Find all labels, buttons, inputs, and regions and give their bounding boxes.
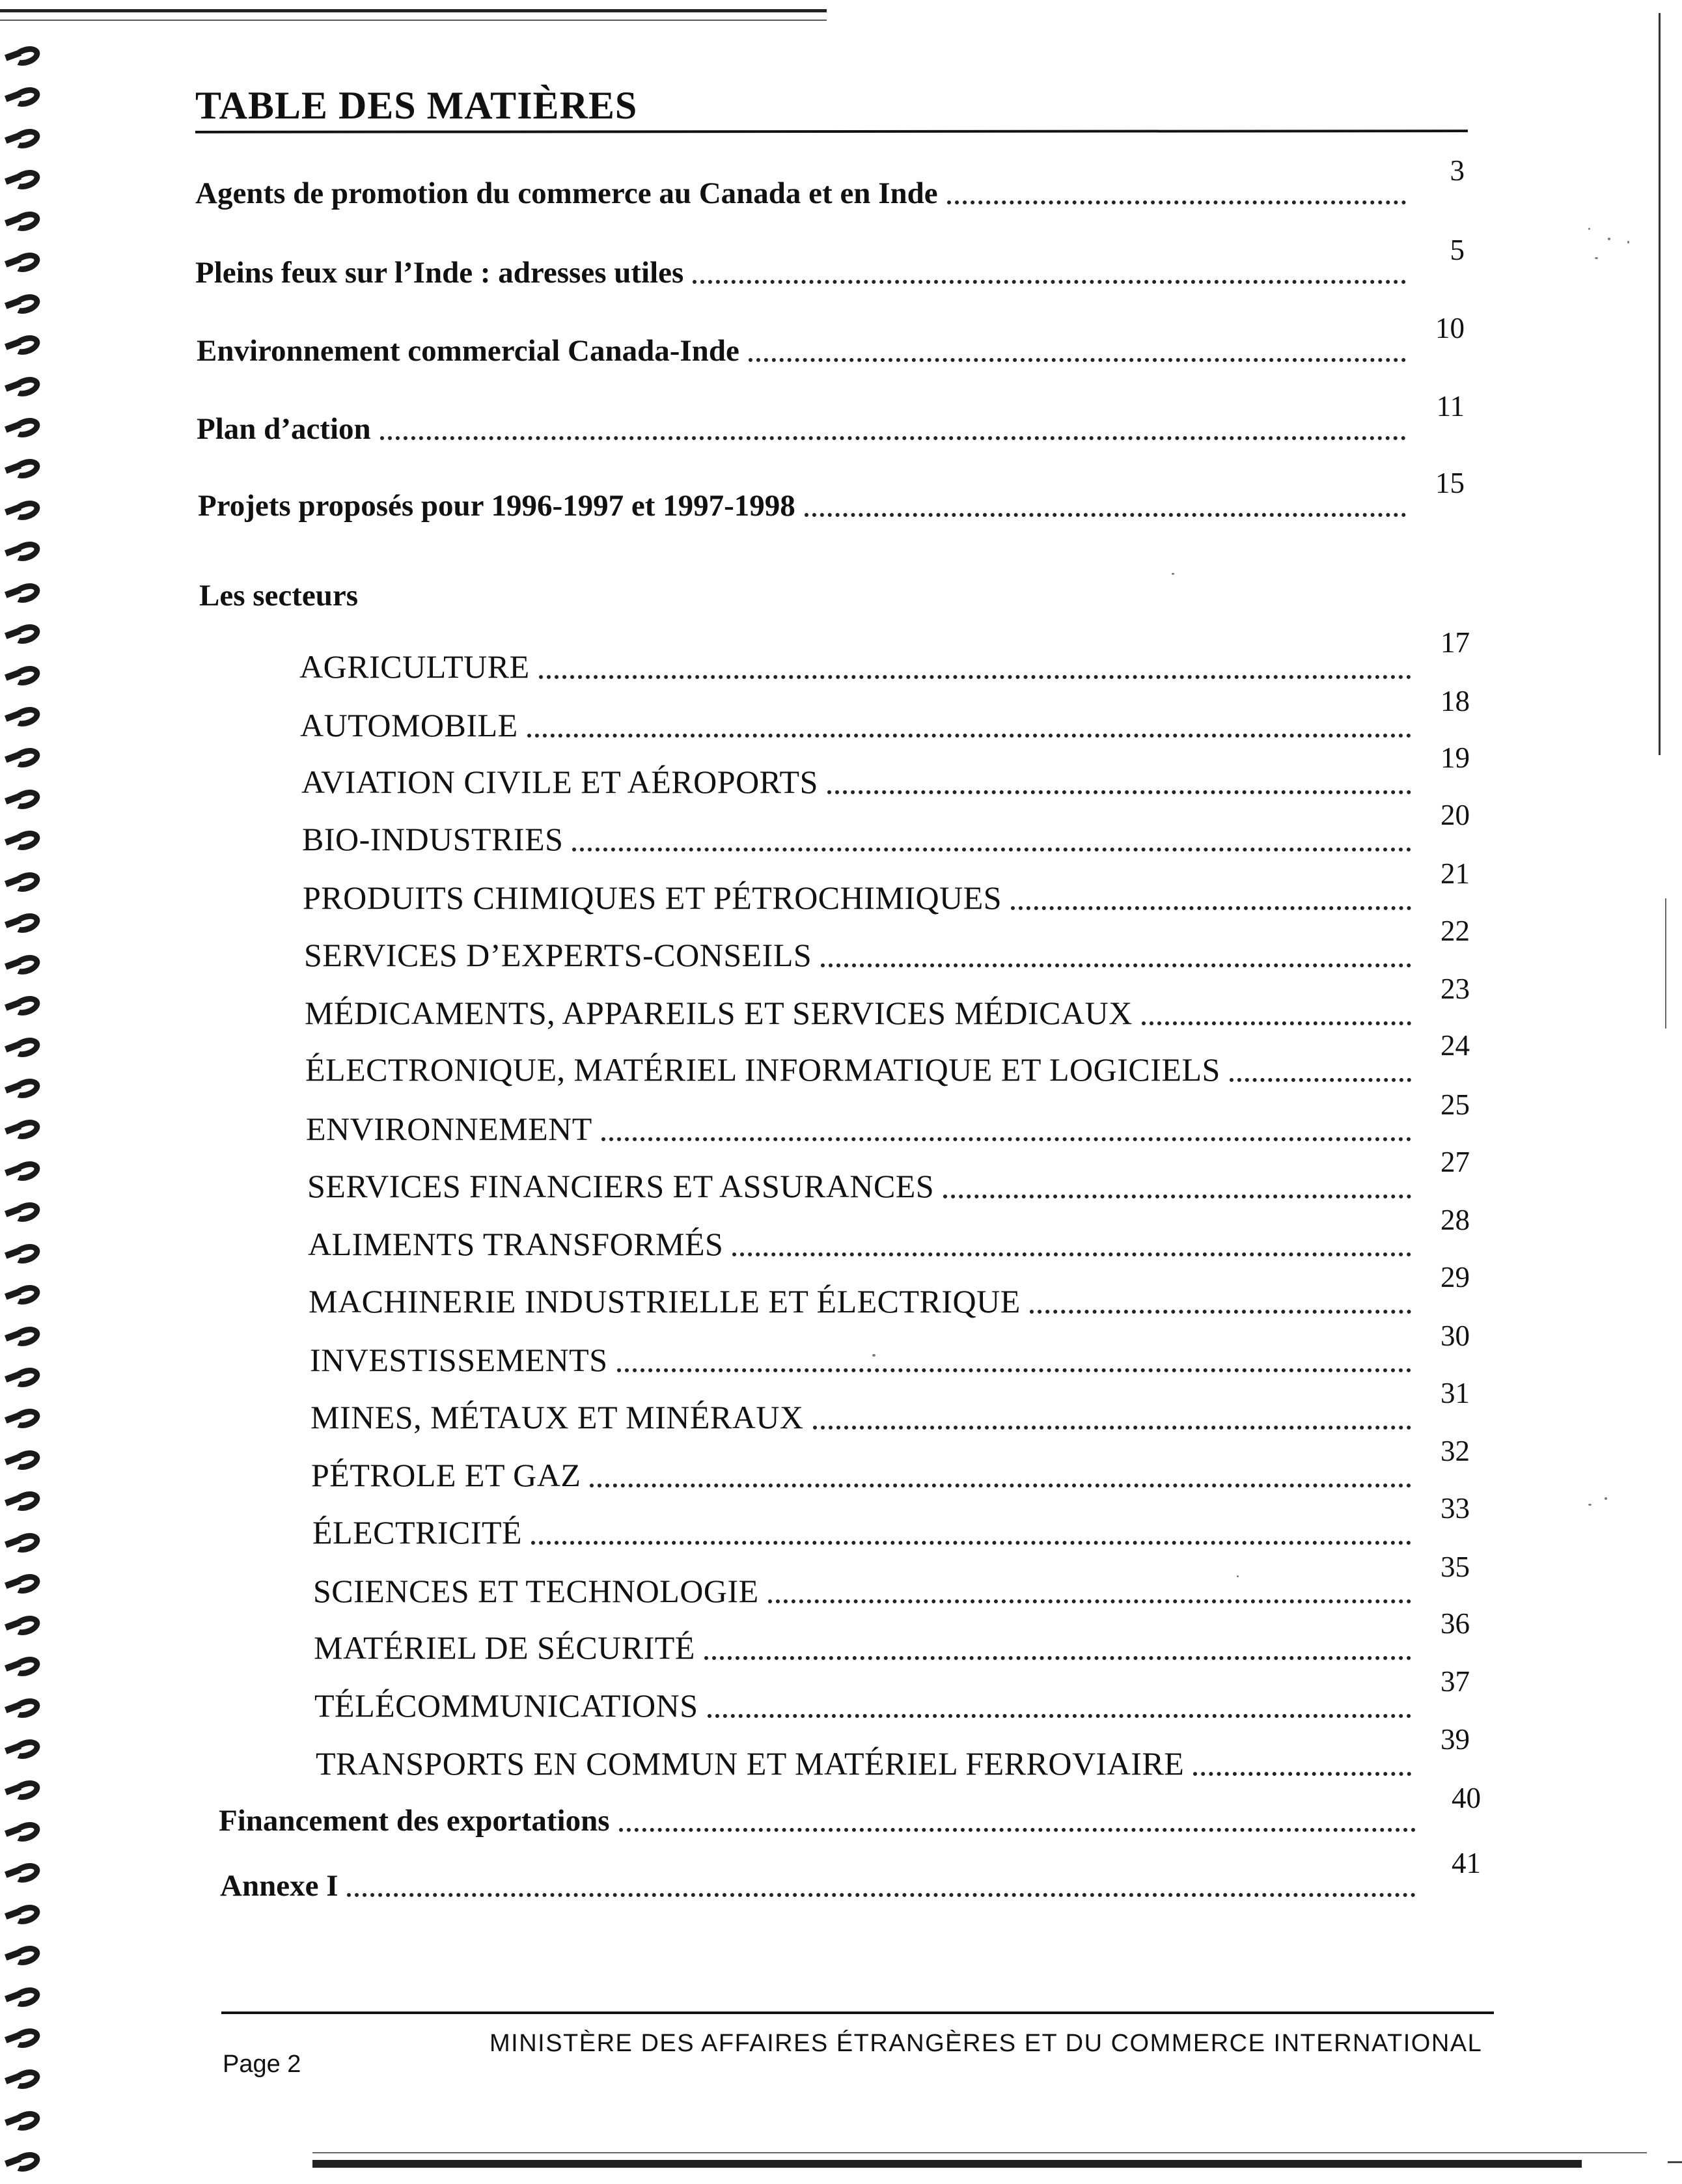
footer-page-number: Page 2 — [223, 2051, 301, 2078]
scan-speck — [1172, 573, 1174, 575]
toc-entry-page: 10 — [1435, 312, 1465, 344]
toc-entry-page: 11 — [1436, 390, 1465, 422]
page-title: TABLE DES MATIÈRES — [195, 84, 638, 127]
toc-entry-label: Annexe I — [220, 1869, 338, 1903]
sector-entry-page: 29 — [1441, 1261, 1470, 1293]
sector-entry — [314, 1665, 1470, 1724]
dot-leader — [1030, 1310, 1411, 1314]
dot-leader — [1193, 1772, 1411, 1776]
toc-entry — [197, 312, 1465, 368]
sector-entry — [311, 1435, 1470, 1494]
sector-entry — [309, 1261, 1470, 1320]
sector-entry-label: ÉLECTRICITÉ — [312, 1514, 523, 1551]
scan-speck — [872, 1354, 875, 1357]
toc-entry-label: Agents de promotion du commerce au Canada et en Inde — [195, 176, 938, 210]
toc-entry-label: Projets proposés pour 1996-1997 et 1997-1998 — [198, 489, 795, 523]
sector-entry-page: 19 — [1441, 741, 1470, 774]
sector-entry-label: AGRICULTURE — [299, 648, 530, 685]
dot-leader — [572, 848, 1411, 851]
sector-entry-page: 35 — [1441, 1551, 1470, 1583]
dot-leader — [1011, 906, 1411, 910]
sector-entry — [316, 1723, 1470, 1782]
footer-ministry-name: MINISTÈRE DES AFFAIRES ÉTRANGÈRES ET DU COMMERCE INTERNATIONAL — [489, 2030, 1483, 2057]
toc-entry — [198, 467, 1465, 523]
toc-entry-page: 40 — [1452, 1782, 1481, 1814]
sector-entry-label: TRANSPORTS EN COMMUN ET MATÉRIEL FERROVIAIRE — [316, 1745, 1185, 1782]
toc-entry-label: Environnement commercial Canada-Inde — [197, 334, 739, 368]
sector-entry — [313, 1551, 1470, 1610]
sector-entry — [305, 1029, 1470, 1088]
toc-entry — [195, 234, 1465, 290]
toc-entry — [220, 1847, 1481, 1903]
dot-leader — [539, 675, 1411, 679]
sector-entry — [305, 973, 1470, 1032]
scan-speck — [1595, 257, 1598, 259]
sector-entry-label: SERVICES D’EXPERTS-CONSEILS — [304, 937, 812, 973]
toc-entry-label: Pleins feux sur l’Inde : adresses utiles — [195, 256, 684, 290]
sector-entry-page: 28 — [1441, 1204, 1470, 1236]
toc-entry — [195, 154, 1465, 211]
toc-entry-page: 3 — [1450, 154, 1465, 187]
sector-entry-label: SERVICES FINANCIERS ET ASSURANCES — [307, 1168, 935, 1204]
dot-leader — [1230, 1078, 1411, 1082]
dot-leader — [617, 1368, 1411, 1372]
sector-entry-page: 32 — [1441, 1435, 1470, 1467]
toc-entry-label: Plan d’action — [197, 412, 371, 446]
dot-leader — [813, 1426, 1411, 1430]
dot-leader — [943, 1195, 1411, 1198]
dot-leader — [531, 1541, 1411, 1545]
sector-entry-label: PRODUITS CHIMIQUES ET PÉTROCHIMIQUES — [303, 879, 1002, 916]
sector-entry-label: MATÉRIEL DE SÉCURITÉ — [314, 1629, 695, 1666]
toc-entry — [197, 390, 1465, 447]
sector-entry-page: 21 — [1441, 857, 1470, 890]
sector-entry — [308, 1204, 1470, 1263]
footer-rule — [221, 2011, 1494, 2014]
sector-entry-label: AVIATION CIVILE ET AÉROPORTS — [301, 764, 818, 800]
sector-entry — [299, 626, 1470, 685]
dot-leader — [619, 1828, 1416, 1832]
toc-entry-page: 5 — [1450, 234, 1465, 266]
toc-entry-page: 41 — [1452, 1847, 1481, 1879]
sector-entry — [303, 857, 1470, 917]
sector-entry-page: 36 — [1441, 1607, 1470, 1640]
dot-leader — [768, 1599, 1411, 1603]
sector-entry-label: ÉLECTRONIQUE, MATÉRIEL INFORMATIQUE ET LOGICIELS — [305, 1051, 1220, 1088]
sector-entry-label: PÉTROLE ET GAZ — [311, 1457, 581, 1493]
sector-entry-page: 20 — [1441, 799, 1470, 831]
sector-entry-label: MACHINERIE INDUSTRIELLE ET ÉLECTRIQUE — [309, 1283, 1021, 1320]
dot-leader — [749, 358, 1406, 362]
sector-entry — [310, 1377, 1470, 1436]
sector-entry-label: TÉLÉCOMMUNICATIONS — [314, 1687, 698, 1724]
sector-entry-page: 22 — [1441, 915, 1470, 947]
scan-speck — [1588, 228, 1590, 230]
toc-entry-page: 15 — [1435, 467, 1465, 499]
sector-entry — [307, 1146, 1470, 1205]
scan-speck — [1588, 1504, 1592, 1506]
sector-entry-page: 33 — [1441, 1492, 1470, 1525]
dot-leader — [590, 1484, 1411, 1487]
bottom-edge-rule — [312, 2160, 1582, 2168]
dot-leader — [947, 200, 1406, 204]
sector-entry-page: 18 — [1441, 685, 1470, 717]
sector-entry — [310, 1320, 1470, 1379]
sector-entry-page: 25 — [1441, 1088, 1470, 1121]
toc-entry — [219, 1782, 1481, 1838]
dot-leader — [827, 790, 1411, 794]
sector-entry — [304, 915, 1470, 974]
sectors-heading: Les secteurs — [199, 579, 359, 613]
scan-speck — [1608, 238, 1610, 240]
sector-entry-label: SCIENCES ET TECHNOLOGIE — [313, 1573, 759, 1609]
sector-entry-page: 37 — [1441, 1665, 1470, 1698]
sector-entry-label: ALIMENTS TRANSFORMÉS — [308, 1226, 724, 1262]
sector-entry — [302, 799, 1470, 858]
sector-entry-label: INVESTISSEMENTS — [310, 1342, 608, 1378]
scan-speck — [1605, 1497, 1607, 1500]
sector-entry — [306, 1088, 1470, 1148]
sector-entry-label: ENVIRONNEMENT — [306, 1111, 592, 1147]
dot-leader — [821, 963, 1411, 967]
sector-entry-page: 27 — [1441, 1146, 1470, 1178]
sector-entry-page: 24 — [1441, 1029, 1470, 1062]
sector-entry-label: AUTOMOBILE — [300, 707, 518, 743]
dot-leader — [732, 1252, 1411, 1256]
sector-entry-page: 17 — [1441, 626, 1470, 659]
sector-entry — [300, 685, 1470, 744]
sector-entry — [301, 741, 1470, 801]
dot-leader — [1142, 1021, 1411, 1025]
scan-speck — [1627, 241, 1629, 243]
dot-leader — [601, 1137, 1411, 1141]
dot-leader — [708, 1714, 1411, 1718]
sector-entry-label: MÉDICAMENTS, APPAREILS ET SERVICES MÉDICAUX — [305, 995, 1133, 1031]
sector-entry-page: 31 — [1441, 1377, 1470, 1409]
sector-entry — [314, 1607, 1470, 1666]
sector-entry-page: 39 — [1441, 1723, 1470, 1756]
dot-leader — [347, 1893, 1416, 1897]
toc-entry-label: Financement des exportations — [219, 1804, 610, 1838]
sector-entry-label: BIO-INDUSTRIES — [302, 821, 564, 857]
dot-leader — [805, 513, 1406, 517]
dot-leader — [704, 1656, 1411, 1660]
scan-speck — [1237, 1575, 1239, 1577]
dot-leader — [527, 734, 1411, 738]
dot-leader — [380, 436, 1406, 440]
sector-entry — [312, 1492, 1470, 1551]
sector-entry-label: MINES, MÉTAUX ET MINÉRAUX — [310, 1399, 804, 1435]
bottom-edge-rule-thin — [312, 2152, 1647, 2153]
dot-leader — [693, 280, 1406, 284]
sector-entry-page: 23 — [1441, 973, 1470, 1005]
sector-entry-page: 30 — [1441, 1320, 1470, 1352]
